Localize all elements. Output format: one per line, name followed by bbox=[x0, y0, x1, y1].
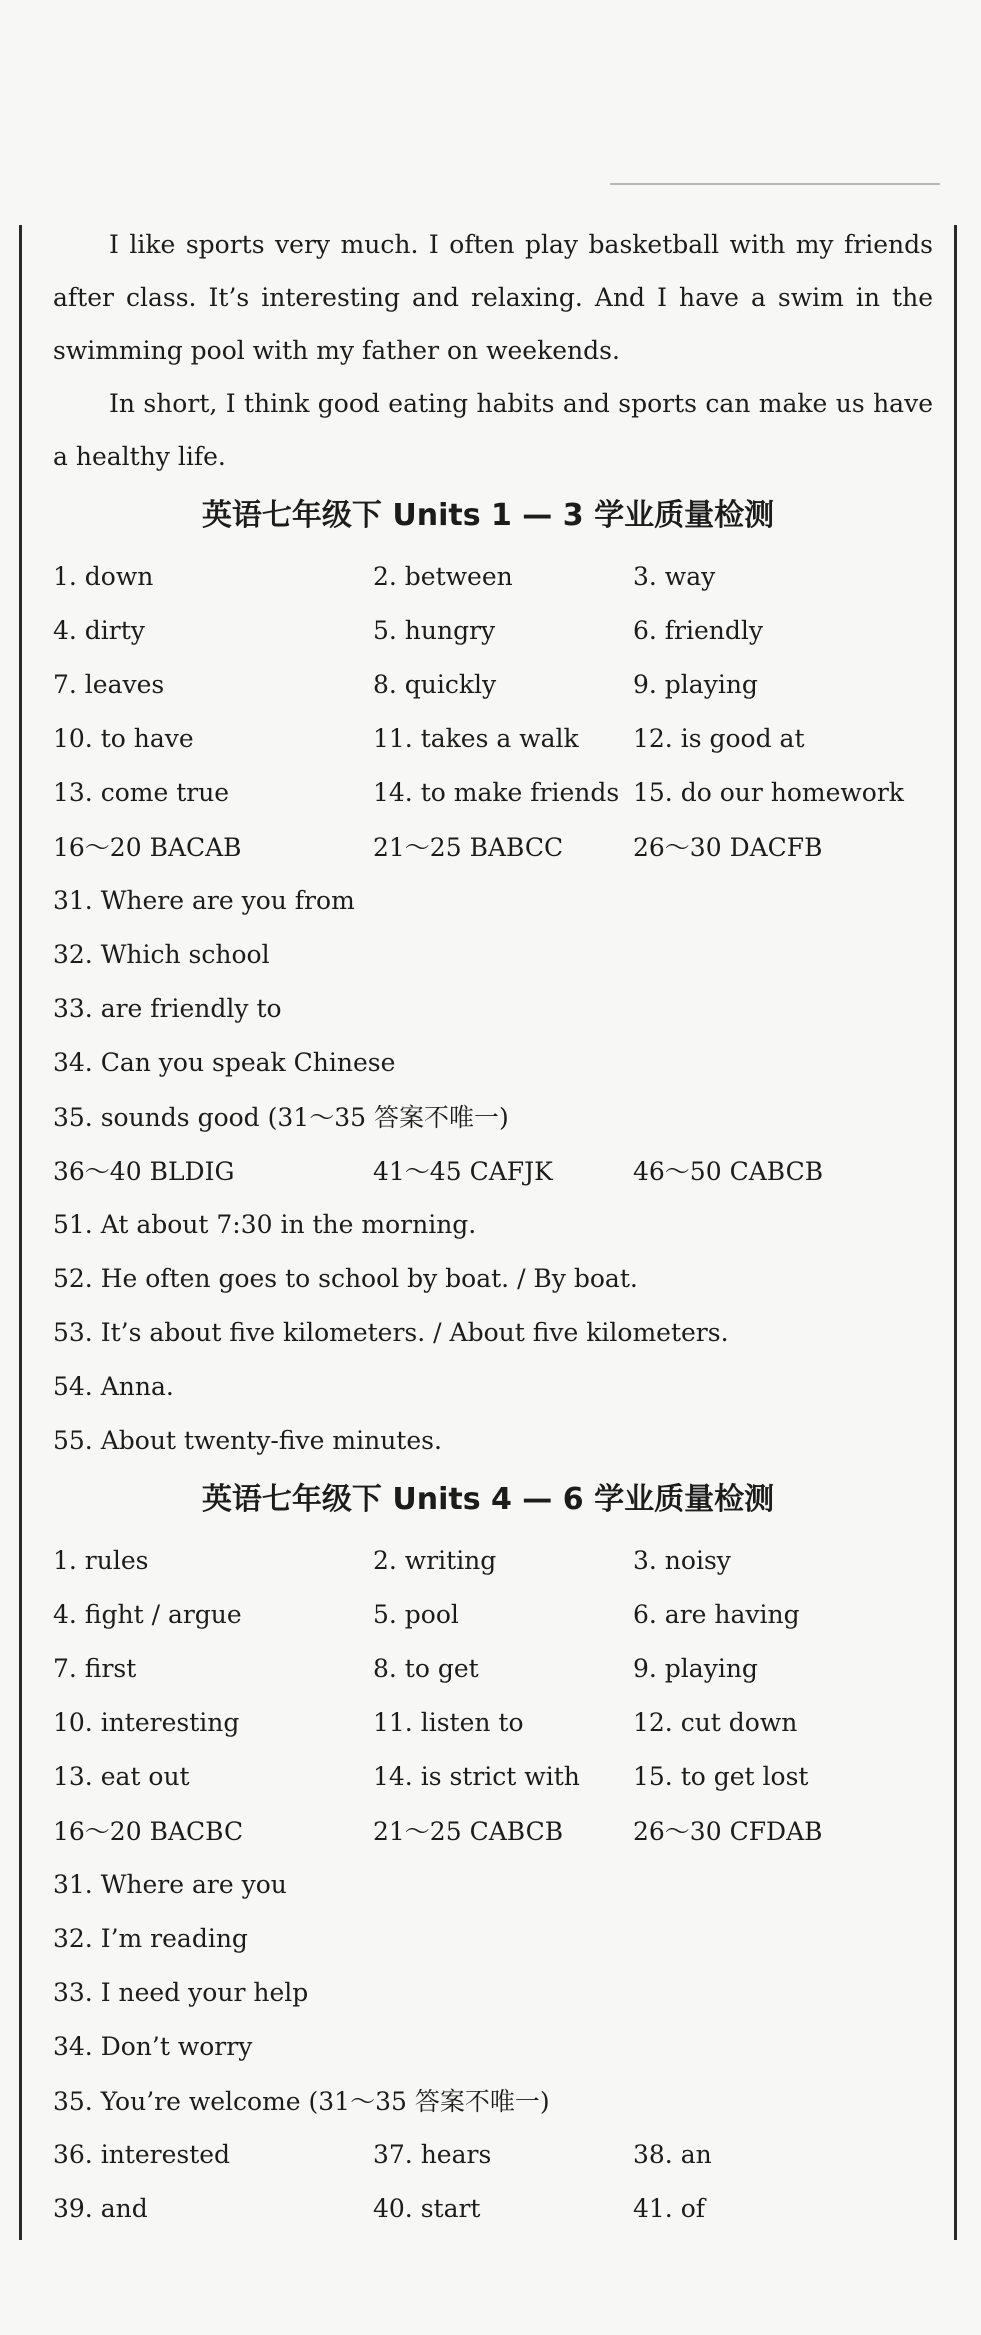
answer-row bbox=[53, 1587, 933, 1641]
answer-row bbox=[53, 1695, 933, 1749]
answer-line bbox=[53, 873, 933, 927]
answer-item: 32. I’m reading bbox=[53, 1923, 248, 1953]
section-title-units-4-6: 英语七年级下 Units 4 — 6 学业质量检测 bbox=[201, 1482, 775, 1517]
answer-item: 39. and bbox=[53, 2193, 148, 2223]
answer-item: 21～25 CABCB bbox=[373, 1817, 564, 1846]
answer-item: 26～30 CFDAB bbox=[633, 1817, 823, 1846]
answer-item: 32. Which school bbox=[53, 939, 270, 969]
answer-item: 14. to make friends bbox=[373, 777, 620, 807]
answer-item: 37. hears bbox=[373, 2139, 492, 2169]
answer-row bbox=[53, 1803, 933, 1857]
answer-item: 33. I need your help bbox=[53, 1977, 309, 2007]
answer-line bbox=[53, 1359, 933, 1413]
answer-line bbox=[53, 1035, 933, 1089]
answer-item: 14. is strict with bbox=[373, 1761, 580, 1791]
answer-line bbox=[53, 1857, 933, 1911]
answer-line bbox=[53, 2019, 933, 2073]
answer-row bbox=[53, 2127, 933, 2181]
answer-line bbox=[53, 1413, 933, 1467]
answer-row bbox=[53, 1749, 933, 1803]
answer-item: 35. You’re welcome (31～35 答案不唯一) bbox=[53, 2087, 550, 2116]
answer-line bbox=[53, 2073, 933, 2127]
answer-line bbox=[53, 1089, 933, 1143]
answer-item: 12. is good at bbox=[633, 723, 805, 753]
answer-item: 9. playing bbox=[633, 1653, 758, 1683]
answer-item: 38. an bbox=[633, 2139, 712, 2169]
answer-item: 8. to get bbox=[373, 1653, 479, 1683]
answer-line bbox=[53, 927, 933, 981]
answer-item: 6. friendly bbox=[633, 615, 764, 645]
answer-item: 11. takes a walk bbox=[373, 723, 579, 753]
answer-row bbox=[53, 1641, 933, 1695]
answer-row bbox=[53, 603, 933, 657]
answer-item: 34. Don’t worry bbox=[53, 2031, 253, 2061]
answer-item: 10. interesting bbox=[53, 1707, 240, 1737]
answer-item: 33. are friendly to bbox=[53, 993, 282, 1023]
right-border bbox=[954, 225, 957, 2240]
answer-item: 55. About twenty-five minutes. bbox=[53, 1425, 442, 1455]
answer-item: 13. eat out bbox=[53, 1761, 190, 1791]
answer-item: 5. hungry bbox=[373, 615, 496, 645]
answer-row bbox=[53, 549, 933, 603]
answer-line bbox=[53, 981, 933, 1035]
essay-paragraph-1: I like sports very much. I often play basketball with my friends after class. It’s interesting and relaxing. And I have a swim in the swimming pool with my father on weekends. bbox=[53, 230, 933, 365]
answer-item: 40. start bbox=[373, 2193, 481, 2223]
answer-item: 26～30 DACFB bbox=[633, 833, 823, 862]
answer-item: 36. interested bbox=[53, 2139, 231, 2169]
answer-line bbox=[53, 1965, 933, 2019]
answer-item: 46～50 CABCB bbox=[633, 1157, 824, 1186]
answer-item: 7. first bbox=[53, 1653, 137, 1683]
answer-item: 15. to get lost bbox=[633, 1761, 809, 1791]
answer-item: 41～45 CAFJK bbox=[373, 1157, 553, 1186]
answer-item: 9. playing bbox=[633, 669, 758, 699]
answer-item: 5. pool bbox=[373, 1599, 459, 1629]
answer-item: 13. come true bbox=[53, 777, 230, 807]
answer-row bbox=[53, 1533, 933, 1587]
answer-item: 6. are having bbox=[633, 1599, 800, 1629]
answer-line bbox=[53, 1305, 933, 1359]
answer-page bbox=[53, 218, 933, 2235]
answer-line bbox=[53, 1911, 933, 1965]
answer-item: 34. Can you speak Chinese bbox=[53, 1047, 396, 1077]
answer-item: 36～40 BLDIG bbox=[53, 1157, 235, 1186]
answer-row bbox=[53, 711, 933, 765]
answer-item: 52. He often goes to school by boat. / By boat. bbox=[53, 1263, 638, 1293]
answer-item: 16～20 BACAB bbox=[53, 833, 242, 862]
answer-item: 3. way bbox=[633, 561, 716, 591]
answer-item: 15. do our homework bbox=[633, 777, 904, 807]
answer-row bbox=[53, 2181, 933, 2235]
answer-item: 21～25 BABCC bbox=[373, 833, 564, 862]
answer-item: 2. between bbox=[373, 561, 513, 591]
answer-item: 41. of bbox=[633, 2193, 706, 2223]
answer-item: 11. listen to bbox=[373, 1707, 524, 1737]
answer-item: 1. rules bbox=[53, 1545, 149, 1575]
answer-item: 10. to have bbox=[53, 723, 194, 753]
answer-item: 31. Where are you from bbox=[53, 885, 355, 915]
answer-item: 7. leaves bbox=[53, 669, 165, 699]
answer-item: 35. sounds good (31～35 答案不唯一) bbox=[53, 1103, 509, 1132]
answer-line bbox=[53, 1251, 933, 1305]
left-border bbox=[19, 225, 22, 2240]
answer-item: 31. Where are you bbox=[53, 1869, 287, 1899]
answer-item: 4. fight / argue bbox=[53, 1599, 242, 1629]
top-divider bbox=[610, 183, 940, 185]
answer-item: 2. writing bbox=[373, 1545, 497, 1575]
answer-item: 4. dirty bbox=[53, 615, 145, 645]
essay-paragraph-2: In short, I think good eating habits and sports can make us have a healthy life. bbox=[53, 389, 933, 471]
answer-item: 1. down bbox=[53, 561, 154, 591]
answer-item: 8. quickly bbox=[373, 669, 497, 699]
answer-row bbox=[53, 657, 933, 711]
answer-item: 54. Anna. bbox=[53, 1371, 174, 1401]
answer-row bbox=[53, 765, 933, 819]
answer-line bbox=[53, 1197, 933, 1251]
answer-row bbox=[53, 1143, 933, 1197]
answer-item: 16～20 BACBC bbox=[53, 1817, 244, 1846]
answer-item: 12. cut down bbox=[633, 1707, 798, 1737]
answer-item: 3. noisy bbox=[633, 1545, 731, 1575]
section-title-units-1-3: 英语七年级下 Units 1 — 3 学业质量检测 bbox=[201, 498, 775, 533]
answer-item: 51. At about 7:30 in the morning. bbox=[53, 1209, 477, 1239]
answer-item: 53. It’s about five kilometers. / About five kilometers. bbox=[53, 1317, 729, 1347]
answer-row bbox=[53, 819, 933, 873]
